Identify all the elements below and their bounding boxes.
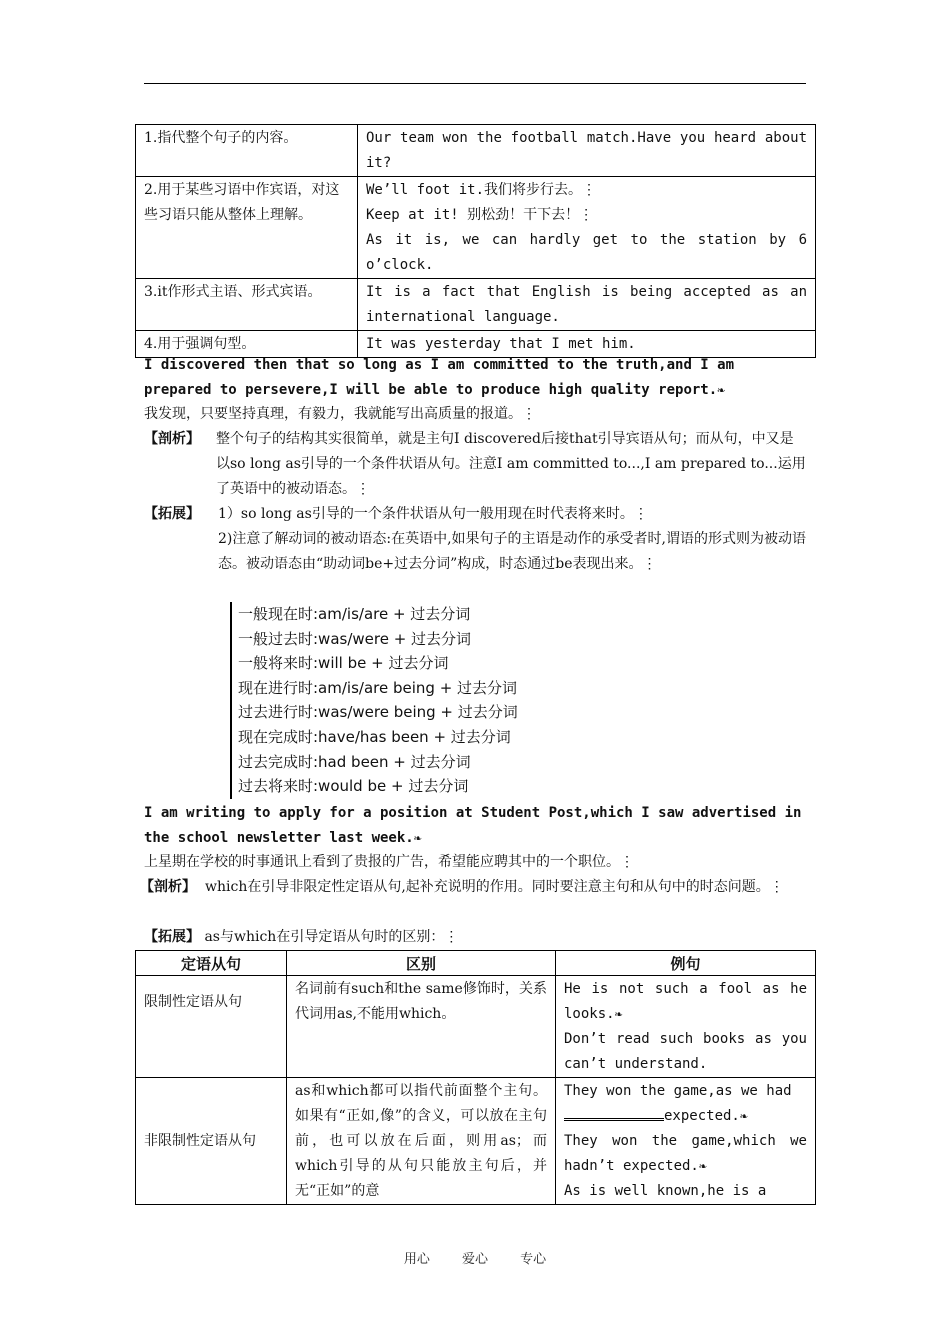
it-usage-table bbox=[135, 124, 816, 358]
list-item: 过去完成时:had been + 过去分词 bbox=[238, 752, 471, 771]
analysis-body: which在引导非限定性定语从句,起补充说明的作用。同时要注意主句和从句中的时态问题。⋮ bbox=[205, 879, 784, 895]
analysis-text bbox=[216, 427, 806, 502]
extension-item-1: 1）so long as引导的一个条件状语从句一般用现在时代表将来时。⋮ bbox=[218, 506, 648, 522]
usage-cell: 3.it作形式主语、形式宾语。 bbox=[136, 279, 358, 331]
column-header: 区别 bbox=[287, 951, 556, 976]
list-item: 一般过去时:was/were + 过去分词 bbox=[238, 629, 472, 648]
list-item: 现在完成时:have/has been + 过去分词 bbox=[238, 727, 511, 746]
audio-icon: ❧ bbox=[739, 1109, 747, 1124]
comparison-table bbox=[135, 950, 816, 1205]
analysis-tag: 【剖析】 bbox=[140, 879, 196, 895]
example-text: They won the game,which we hadn’t expected. bbox=[564, 1133, 807, 1174]
sentence-chinese: 上星期在学校的时事通讯上看到了贵报的广告，希望能应聘其中的一个职位。⋮ bbox=[144, 854, 634, 870]
example-text: expected. bbox=[664, 1108, 740, 1124]
example-line: Don’t read such books as you can’t understand. bbox=[564, 1031, 807, 1072]
analysis-text bbox=[205, 875, 807, 900]
example-cell: It was yesterday that I met him. bbox=[358, 331, 816, 358]
tense-list bbox=[230, 602, 558, 799]
analysis-body: 整个句子的结构其实很简单，就是主句I discovered后接that引导宾语从句；而从句，中又是以so long as引导的一个条件状语从句。注意I am committed to...,I am prepared to...运用了英语中的被动语态。⋮ bbox=[216, 431, 806, 497]
example-text: He is not such a fool as he looks. bbox=[564, 981, 807, 1022]
table-row bbox=[136, 177, 816, 279]
page-footer bbox=[0, 1248, 950, 1267]
example-line: Keep at it! 别松劲！干下去！⋮ bbox=[366, 207, 594, 223]
table-row bbox=[136, 279, 816, 331]
example-line bbox=[564, 1104, 807, 1129]
sentence-english bbox=[144, 353, 808, 403]
extension-tag: 【拓展】 bbox=[144, 506, 200, 522]
extension-tag: 【拓展】 bbox=[144, 929, 200, 945]
footer-word: 用心 bbox=[403, 1252, 430, 1267]
example-cell bbox=[556, 976, 816, 1078]
footer-word: 爱心 bbox=[461, 1252, 488, 1267]
column-header: 定语从句 bbox=[136, 951, 287, 976]
list-item: 过去将来时:would be + 过去分词 bbox=[238, 777, 469, 796]
footer-word: 专心 bbox=[520, 1252, 547, 1267]
usage-cell: 1.指代整个句子的内容。 bbox=[136, 125, 358, 177]
example-cell: It is a fact that English is being accepted as an international language. bbox=[358, 279, 816, 331]
clause-kind-cell: 限制性定语从句 bbox=[136, 976, 287, 1078]
extension-text: as与which在引导定语从句时的区别：⋮ bbox=[204, 929, 459, 945]
sentence-english bbox=[144, 801, 808, 851]
sentence-chinese: 我发现，只要坚持真理，有毅力，我就能写出高质量的报道。⋮ bbox=[144, 406, 536, 422]
example-line bbox=[564, 977, 807, 1027]
audio-icon: ❧ bbox=[413, 831, 421, 846]
difference-cell: as和which都可以指代前面整个主句。如果有“正如,像”的含义，可以放在主句前，也可以放在后面，则用as；而which引导的从句只能放主句后，并无“正如”的意 bbox=[287, 1078, 556, 1205]
column-header: 例句 bbox=[556, 951, 816, 976]
list-item: 一般现在时:am/is/are + 过去分词 bbox=[238, 605, 471, 623]
example-line: As is well known,he is a bbox=[564, 1183, 767, 1199]
example-line bbox=[564, 1129, 807, 1179]
wavy-underline bbox=[564, 1112, 664, 1121]
example-line: They won the game,as we had bbox=[564, 1083, 792, 1099]
example-line: As it is, we can hardly get to the station by 6 o’clock. bbox=[366, 232, 807, 273]
extension-block bbox=[144, 925, 808, 950]
table-header-row bbox=[136, 951, 816, 976]
table-row bbox=[136, 976, 816, 1078]
analysis-tag: 【剖析】 bbox=[144, 431, 200, 447]
usage-cell: 4.用于强调句型。 bbox=[136, 331, 358, 358]
example-line: We’ll foot it.我们将步行去。⋮ bbox=[366, 182, 597, 198]
extension-item-2: 2)注意了解动词的被动语态:在英语中,如果句子的主语是动作的承受者时,谓语的形式则为被动语态。被动语态由“助动词be+过去分词”构成，时态通过be表现出来。⋮ bbox=[218, 531, 806, 572]
table-row bbox=[136, 1078, 816, 1205]
clause-kind-cell: 非限制性定语从句 bbox=[136, 1078, 287, 1205]
header-rule bbox=[144, 83, 806, 84]
list-item: 过去进行时:was/were being + 过去分词 bbox=[238, 703, 518, 722]
audio-icon: ❧ bbox=[717, 383, 724, 398]
audio-icon: ❧ bbox=[614, 1007, 622, 1022]
list-item: 一般将来时:will be + 过去分词 bbox=[238, 654, 449, 673]
sentence-text: I am writing to apply for a position at Student Post,which I saw advertised in the school newsletter last week. bbox=[144, 805, 802, 846]
difference-cell: 名词前有such和the same修饰时，关系代词用as,不能用which。 bbox=[287, 976, 556, 1078]
list-item: 现在进行时:am/is/are being + 过去分词 bbox=[238, 678, 518, 697]
audio-icon: ❧ bbox=[698, 1159, 706, 1174]
table-row bbox=[136, 125, 816, 177]
example-cell: Our team won the football match.Have you heard about it? bbox=[358, 125, 816, 177]
usage-cell: 2.用于某些习语中作宾语，对这些习语只能从整体上理解。 bbox=[136, 177, 358, 279]
example-cell bbox=[358, 177, 816, 279]
sentence-text: I discovered then that so long as I am committed to the truth,and I am prepared to persevere,I will be able to produce high quality report. bbox=[144, 357, 735, 398]
example-cell bbox=[556, 1078, 816, 1205]
